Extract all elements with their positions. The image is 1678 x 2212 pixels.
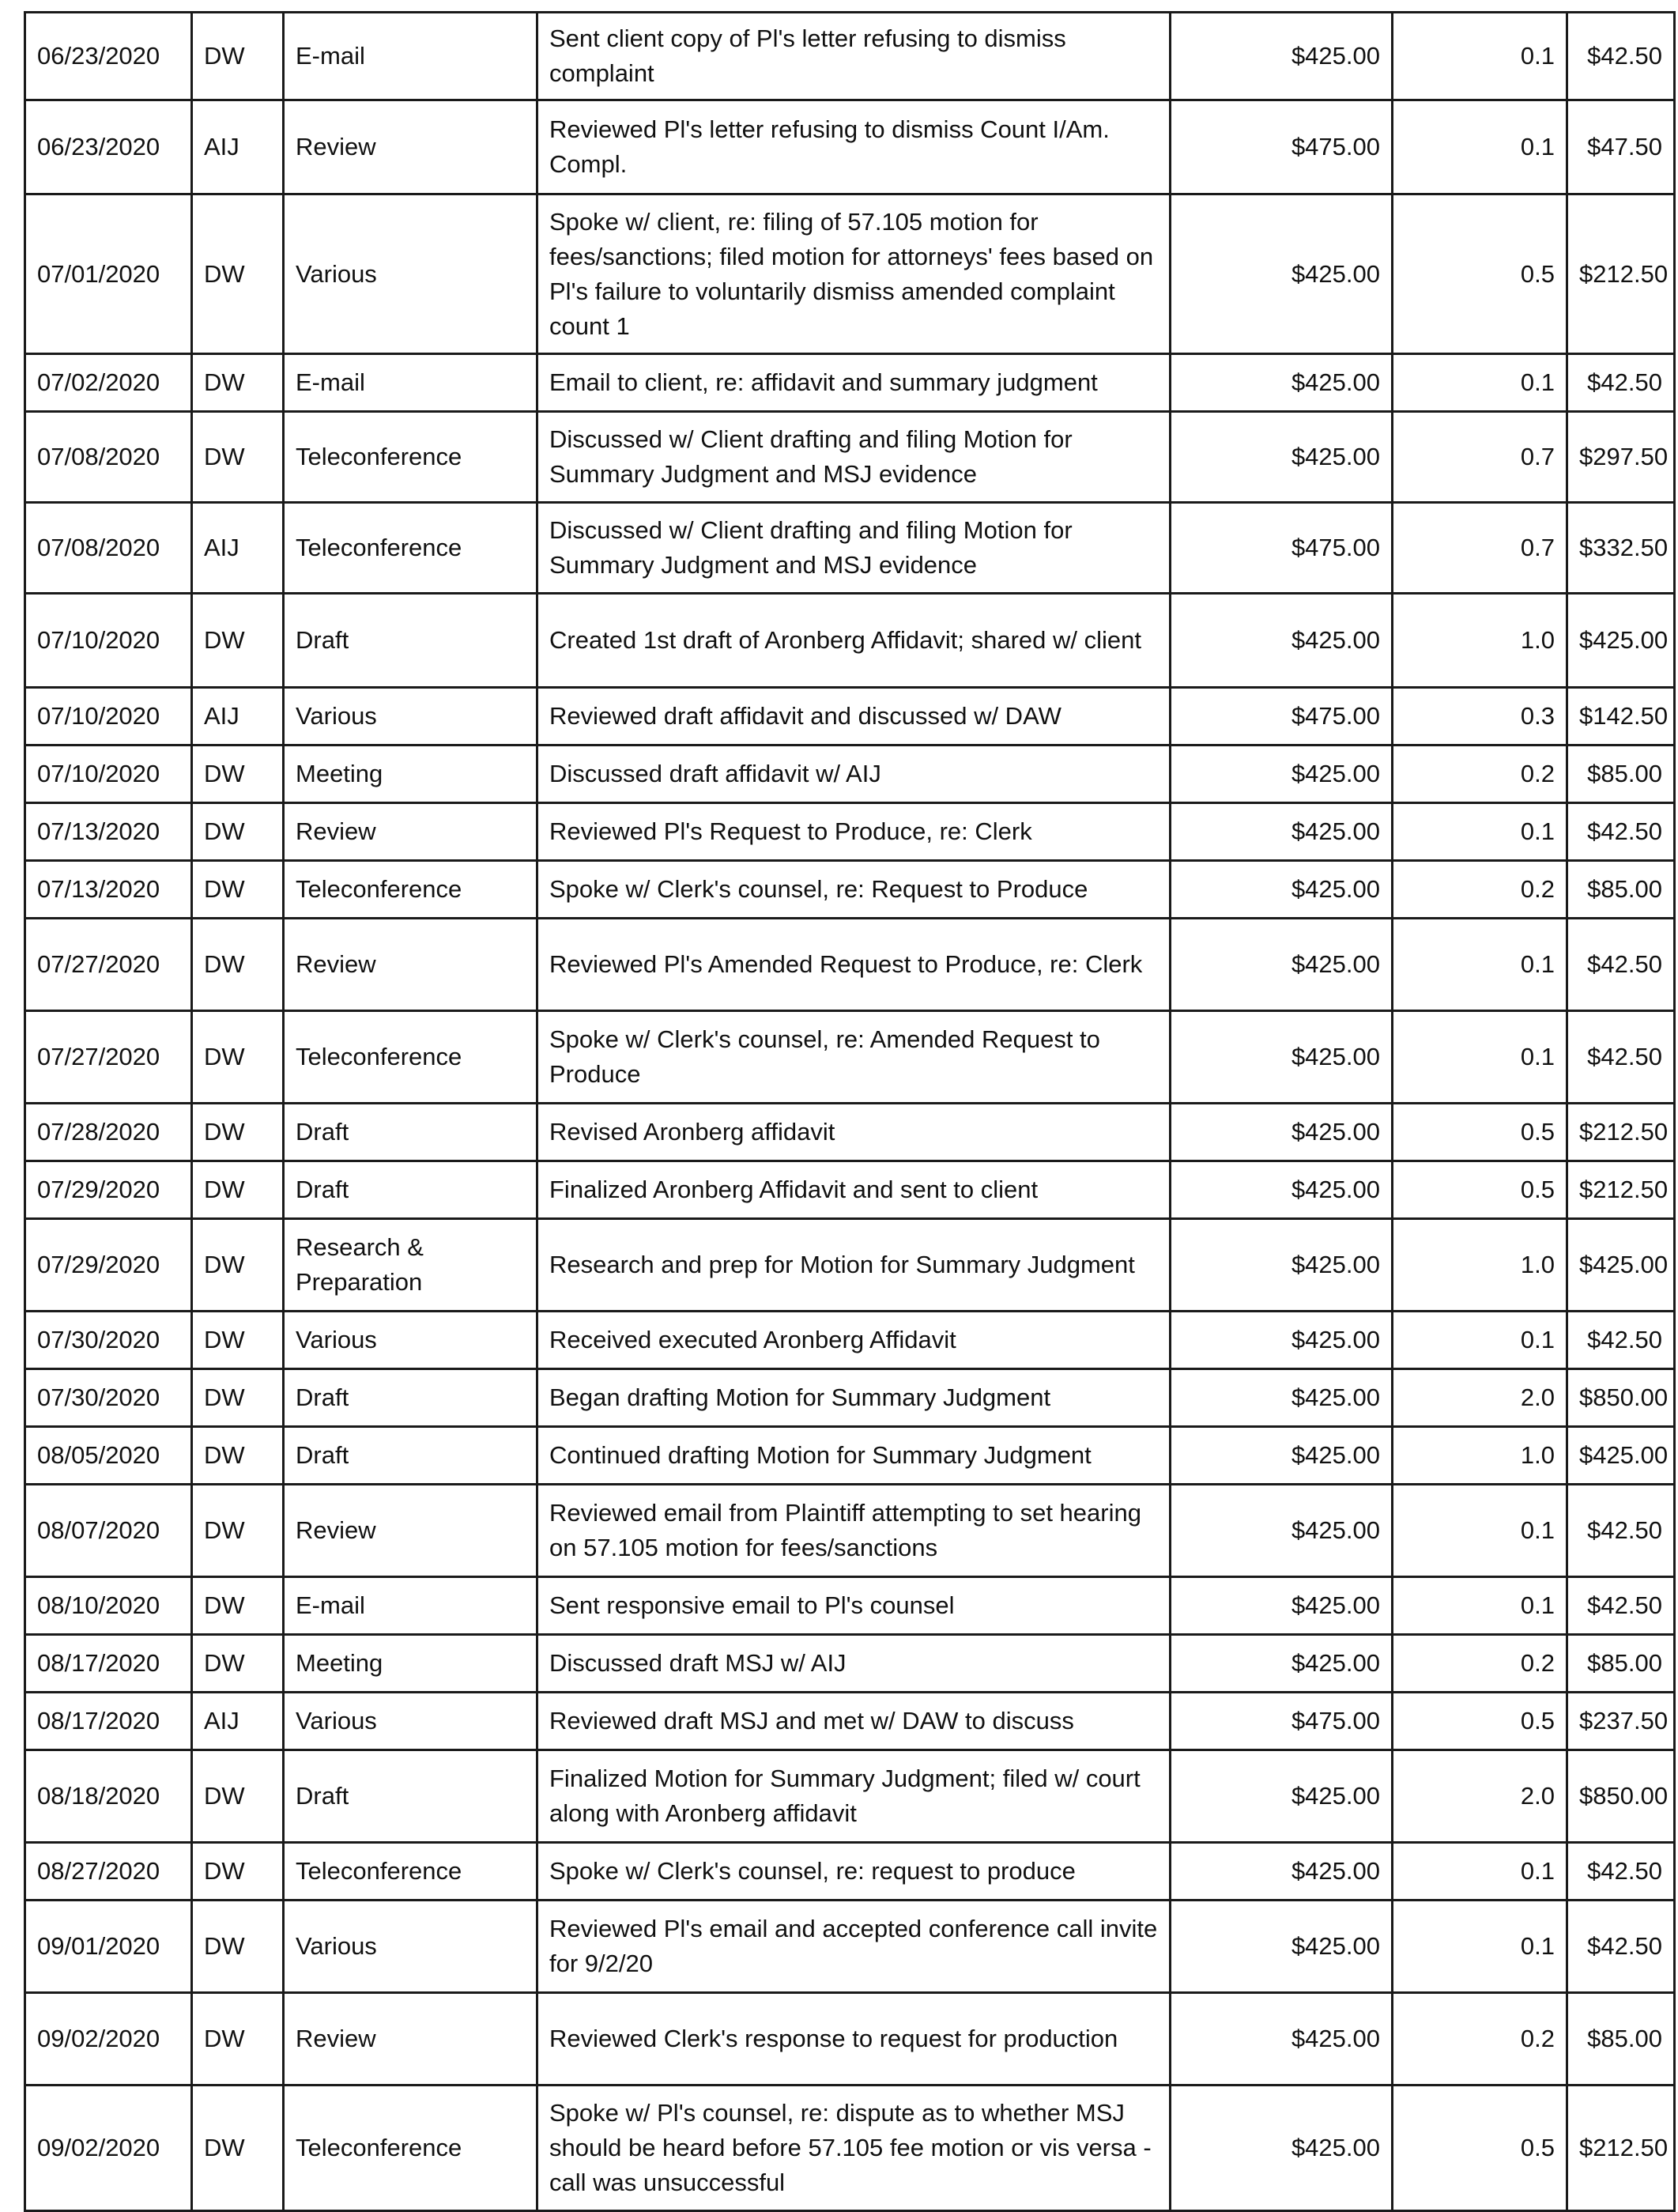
timekeeper-initials: DW — [192, 1485, 284, 1577]
timekeeper-initials: AIJ — [192, 100, 284, 194]
table-row — [25, 503, 1675, 594]
entry-date: 09/01/2020 — [25, 1901, 192, 1993]
timekeeper-initials: DW — [192, 746, 284, 803]
activity-type: Research & Preparation — [284, 1219, 537, 1312]
hours-billed: 0.1 — [1393, 1577, 1567, 1635]
line-amount: $237.50 — [1567, 1693, 1675, 1750]
entry-date: 07/30/2020 — [25, 1312, 192, 1369]
hours-billed: 1.0 — [1393, 1219, 1567, 1312]
hours-billed: 0.7 — [1393, 412, 1567, 503]
entry-description: Discussed w/ Client drafting and filing Motion for Summary Judgment and MSJ evidence — [537, 412, 1171, 503]
hours-billed: 0.1 — [1393, 803, 1567, 861]
hourly-rate: $425.00 — [1171, 1369, 1393, 1427]
line-amount: $212.50 — [1567, 194, 1675, 354]
entry-date: 07/08/2020 — [25, 503, 192, 594]
hours-billed: 0.2 — [1393, 746, 1567, 803]
entry-description: Discussed draft affidavit w/ AIJ — [537, 746, 1171, 803]
table-row — [25, 13, 1675, 100]
entry-date: 07/13/2020 — [25, 861, 192, 919]
hours-billed: 0.1 — [1393, 13, 1567, 100]
line-amount: $42.50 — [1567, 919, 1675, 1011]
activity-type: Meeting — [284, 1635, 537, 1693]
line-amount: $85.00 — [1567, 1635, 1675, 1693]
timekeeper-initials: DW — [192, 1635, 284, 1693]
timekeeper-initials: DW — [192, 354, 284, 412]
timekeeper-initials: DW — [192, 1901, 284, 1993]
hourly-rate: $425.00 — [1171, 1219, 1393, 1312]
hourly-rate: $425.00 — [1171, 919, 1393, 1011]
line-amount: $332.50 — [1567, 503, 1675, 594]
table-row — [25, 861, 1675, 919]
line-amount: $42.50 — [1567, 1901, 1675, 1993]
line-amount: $42.50 — [1567, 1312, 1675, 1369]
entry-description: Spoke w/ Clerk's counsel, re: request to produce — [537, 1843, 1171, 1901]
line-amount: $212.50 — [1567, 2086, 1675, 2211]
entry-description: Finalized Aronberg Affidavit and sent to client — [537, 1161, 1171, 1219]
activity-type: Teleconference — [284, 861, 537, 919]
hours-billed: 0.1 — [1393, 1901, 1567, 1993]
hourly-rate: $425.00 — [1171, 1485, 1393, 1577]
hours-billed: 0.3 — [1393, 688, 1567, 746]
entry-description: Email to client, re: affidavit and summary judgment — [537, 354, 1171, 412]
table-row — [25, 1843, 1675, 1901]
activity-type: Various — [284, 194, 537, 354]
hours-billed: 0.5 — [1393, 1693, 1567, 1750]
activity-type: Review — [284, 1485, 537, 1577]
line-amount: $85.00 — [1567, 861, 1675, 919]
activity-type: Various — [284, 688, 537, 746]
activity-type: Teleconference — [284, 2086, 537, 2211]
hourly-rate: $475.00 — [1171, 688, 1393, 746]
table-row — [25, 746, 1675, 803]
entry-description: Continued drafting Motion for Summary Judgment — [537, 1427, 1171, 1485]
table-row — [25, 354, 1675, 412]
timekeeper-initials: DW — [192, 861, 284, 919]
entry-description: Reviewed Pl's email and accepted conference call invite for 9/2/20 — [537, 1901, 1171, 1993]
hourly-rate: $425.00 — [1171, 746, 1393, 803]
hourly-rate: $425.00 — [1171, 412, 1393, 503]
hourly-rate: $425.00 — [1171, 1750, 1393, 1843]
entry-date: 07/08/2020 — [25, 412, 192, 503]
activity-type: Draft — [284, 1369, 537, 1427]
hours-billed: 1.0 — [1393, 594, 1567, 688]
activity-type: E-mail — [284, 13, 537, 100]
entry-date: 08/07/2020 — [25, 1485, 192, 1577]
hourly-rate: $425.00 — [1171, 594, 1393, 688]
activity-type: Draft — [284, 1104, 537, 1161]
activity-type: Teleconference — [284, 1843, 537, 1901]
entry-date: 06/23/2020 — [25, 13, 192, 100]
hourly-rate: $425.00 — [1171, 1161, 1393, 1219]
entry-description: Reviewed email from Plaintiff attempting to set hearing on 57.105 motion for fees/sanctions — [537, 1485, 1171, 1577]
line-amount: $297.50 — [1567, 412, 1675, 503]
entry-date: 07/13/2020 — [25, 803, 192, 861]
hours-billed: 0.1 — [1393, 1843, 1567, 1901]
hourly-rate: $425.00 — [1171, 1427, 1393, 1485]
table-row — [25, 1104, 1675, 1161]
entry-date: 08/18/2020 — [25, 1750, 192, 1843]
entry-date: 08/10/2020 — [25, 1577, 192, 1635]
table-row — [25, 100, 1675, 194]
table-row — [25, 1369, 1675, 1427]
timekeeper-initials: DW — [192, 1750, 284, 1843]
entry-description: Reviewed draft affidavit and discussed w/ DAW — [537, 688, 1171, 746]
activity-type: Draft — [284, 1750, 537, 1843]
entry-description: Spoke w/ Clerk's counsel, re: Request to Produce — [537, 861, 1171, 919]
entry-description: Sent responsive email to Pl's counsel — [537, 1577, 1171, 1635]
line-amount: $42.50 — [1567, 1577, 1675, 1635]
activity-type: Various — [284, 1901, 537, 1993]
timekeeper-initials: DW — [192, 1369, 284, 1427]
hours-billed: 0.5 — [1393, 1161, 1567, 1219]
hours-billed: 0.2 — [1393, 1993, 1567, 2086]
table-row — [25, 1485, 1675, 1577]
entry-date: 07/02/2020 — [25, 354, 192, 412]
entry-date: 07/29/2020 — [25, 1161, 192, 1219]
hourly-rate: $425.00 — [1171, 2086, 1393, 2211]
entry-description: Reviewed Pl's Amended Request to Produce, re: Clerk — [537, 919, 1171, 1011]
hours-billed: 0.1 — [1393, 1312, 1567, 1369]
entry-description: Revised Aronberg affidavit — [537, 1104, 1171, 1161]
timekeeper-initials: AIJ — [192, 688, 284, 746]
hourly-rate: $425.00 — [1171, 1312, 1393, 1369]
line-amount: $425.00 — [1567, 1427, 1675, 1485]
hours-billed: 0.5 — [1393, 194, 1567, 354]
entry-date: 07/29/2020 — [25, 1219, 192, 1312]
entry-date: 09/02/2020 — [25, 1993, 192, 2086]
table-row — [25, 1901, 1675, 1993]
hours-billed: 0.1 — [1393, 1011, 1567, 1104]
table-row — [25, 1219, 1675, 1312]
activity-type: E-mail — [284, 354, 537, 412]
entry-date: 09/02/2020 — [25, 2086, 192, 2211]
timekeeper-initials: DW — [192, 2086, 284, 2211]
entry-date: 07/30/2020 — [25, 1369, 192, 1427]
activity-type: Draft — [284, 594, 537, 688]
activity-type: E-mail — [284, 1577, 537, 1635]
activity-type: Various — [284, 1312, 537, 1369]
activity-type: Draft — [284, 1161, 537, 1219]
line-amount: $42.50 — [1567, 1011, 1675, 1104]
timekeeper-initials: DW — [192, 919, 284, 1011]
entry-date: 07/27/2020 — [25, 919, 192, 1011]
line-amount: $850.00 — [1567, 1369, 1675, 1427]
activity-type: Draft — [284, 1427, 537, 1485]
timekeeper-initials: AIJ — [192, 1693, 284, 1750]
entry-date: 07/10/2020 — [25, 594, 192, 688]
table-row — [25, 1635, 1675, 1693]
hours-billed: 2.0 — [1393, 1750, 1567, 1843]
entry-date: 08/05/2020 — [25, 1427, 192, 1485]
hours-billed: 1.0 — [1393, 1427, 1567, 1485]
table-row — [25, 594, 1675, 688]
activity-type: Review — [284, 100, 537, 194]
timekeeper-initials: DW — [192, 1011, 284, 1104]
timekeeper-initials: DW — [192, 1312, 284, 1369]
timekeeper-initials: DW — [192, 1161, 284, 1219]
hourly-rate: $425.00 — [1171, 861, 1393, 919]
hourly-rate: $475.00 — [1171, 503, 1393, 594]
timekeeper-initials: DW — [192, 1843, 284, 1901]
timekeeper-initials: DW — [192, 1104, 284, 1161]
timekeeper-initials: DW — [192, 803, 284, 861]
activity-type: Review — [284, 919, 537, 1011]
table-row — [25, 1577, 1675, 1635]
hourly-rate: $425.00 — [1171, 13, 1393, 100]
hours-billed: 2.0 — [1393, 1369, 1567, 1427]
line-amount: $85.00 — [1567, 746, 1675, 803]
entry-date: 08/17/2020 — [25, 1693, 192, 1750]
hours-billed: 0.1 — [1393, 100, 1567, 194]
entry-date: 06/23/2020 — [25, 100, 192, 194]
line-amount: $42.50 — [1567, 13, 1675, 100]
entry-date: 07/10/2020 — [25, 746, 192, 803]
line-amount: $212.50 — [1567, 1104, 1675, 1161]
timekeeper-initials: DW — [192, 1427, 284, 1485]
entry-date: 07/10/2020 — [25, 688, 192, 746]
hourly-rate: $425.00 — [1171, 1577, 1393, 1635]
entry-description: Reviewed Pl's Request to Produce, re: Clerk — [537, 803, 1171, 861]
table-row — [25, 194, 1675, 354]
hours-billed: 0.7 — [1393, 503, 1567, 594]
hours-billed: 0.2 — [1393, 861, 1567, 919]
timekeeper-initials: DW — [192, 594, 284, 688]
entry-description: Reviewed Pl's letter refusing to dismiss Count I/Am. Compl. — [537, 100, 1171, 194]
table-row — [25, 688, 1675, 746]
line-amount: $42.50 — [1567, 1843, 1675, 1901]
timekeeper-initials: DW — [192, 412, 284, 503]
hourly-rate: $475.00 — [1171, 100, 1393, 194]
table-row — [25, 919, 1675, 1011]
entry-description: Spoke w/ Pl's counsel, re: dispute as to whether MSJ should be heard before 57.105 fee motion or vis versa - call was unsuccessful — [537, 2086, 1171, 2211]
line-amount: $42.50 — [1567, 1485, 1675, 1577]
table-row — [25, 1312, 1675, 1369]
table-row — [25, 1161, 1675, 1219]
entry-date: 07/27/2020 — [25, 1011, 192, 1104]
table-row — [25, 2086, 1675, 2211]
line-amount: $425.00 — [1567, 1219, 1675, 1312]
table-row — [25, 1693, 1675, 1750]
timekeeper-initials: DW — [192, 13, 284, 100]
line-amount: $42.50 — [1567, 803, 1675, 861]
entry-description: Sent client copy of Pl's letter refusing to dismiss complaint — [537, 13, 1171, 100]
activity-type: Review — [284, 803, 537, 861]
entry-description: Created 1st draft of Aronberg Affidavit; shared w/ client — [537, 594, 1171, 688]
timekeeper-initials: DW — [192, 1577, 284, 1635]
entry-description: Reviewed draft MSJ and met w/ DAW to discuss — [537, 1693, 1171, 1750]
table-row — [25, 1750, 1675, 1843]
hourly-rate: $425.00 — [1171, 1843, 1393, 1901]
line-amount: $42.50 — [1567, 354, 1675, 412]
activity-type: Various — [284, 1693, 537, 1750]
timekeeper-initials: DW — [192, 194, 284, 354]
entry-description: Reviewed Clerk's response to request for production — [537, 1993, 1171, 2086]
hourly-rate: $425.00 — [1171, 1993, 1393, 2086]
hourly-rate: $425.00 — [1171, 1635, 1393, 1693]
hourly-rate: $425.00 — [1171, 354, 1393, 412]
line-amount: $85.00 — [1567, 1993, 1675, 2086]
billing-table-body — [25, 13, 1675, 2211]
hourly-rate: $425.00 — [1171, 803, 1393, 861]
entry-date: 07/28/2020 — [25, 1104, 192, 1161]
hours-billed: 0.1 — [1393, 919, 1567, 1011]
entry-description: Finalized Motion for Summary Judgment; filed w/ court along with Aronberg affidavit — [537, 1750, 1171, 1843]
activity-type: Teleconference — [284, 412, 537, 503]
activity-type: Meeting — [284, 746, 537, 803]
hourly-rate: $425.00 — [1171, 1011, 1393, 1104]
line-amount: $212.50 — [1567, 1161, 1675, 1219]
activity-type: Teleconference — [284, 1011, 537, 1104]
entry-description: Began drafting Motion for Summary Judgment — [537, 1369, 1171, 1427]
table-row — [25, 1427, 1675, 1485]
hours-billed: 0.1 — [1393, 1485, 1567, 1577]
entry-description: Discussed w/ Client drafting and filing Motion for Summary Judgment and MSJ evidence — [537, 503, 1171, 594]
billing-table — [24, 11, 1676, 2212]
activity-type: Review — [284, 1993, 537, 2086]
timekeeper-initials: AIJ — [192, 503, 284, 594]
hours-billed: 0.5 — [1393, 1104, 1567, 1161]
line-amount: $47.50 — [1567, 100, 1675, 194]
table-row — [25, 412, 1675, 503]
table-row — [25, 1993, 1675, 2086]
table-row — [25, 803, 1675, 861]
line-amount: $142.50 — [1567, 688, 1675, 746]
entry-date: 08/27/2020 — [25, 1843, 192, 1901]
hourly-rate: $425.00 — [1171, 1901, 1393, 1993]
activity-type: Teleconference — [284, 503, 537, 594]
hours-billed: 0.1 — [1393, 354, 1567, 412]
timekeeper-initials: DW — [192, 1219, 284, 1312]
billing-page — [24, 11, 1676, 2212]
hours-billed: 0.5 — [1393, 2086, 1567, 2211]
hours-billed: 0.2 — [1393, 1635, 1567, 1693]
entry-description: Research and prep for Motion for Summary Judgment — [537, 1219, 1171, 1312]
hourly-rate: $425.00 — [1171, 194, 1393, 354]
entry-description: Spoke w/ client, re: filing of 57.105 motion for fees/sanctions; filed motion for attorneys' fees based on Pl's failure to voluntarily dismiss amended complaint count 1 — [537, 194, 1171, 354]
table-row — [25, 1011, 1675, 1104]
entry-description: Received executed Aronberg Affidavit — [537, 1312, 1171, 1369]
hourly-rate: $475.00 — [1171, 1693, 1393, 1750]
entry-description: Spoke w/ Clerk's counsel, re: Amended Request to Produce — [537, 1011, 1171, 1104]
entry-date: 08/17/2020 — [25, 1635, 192, 1693]
line-amount: $425.00 — [1567, 594, 1675, 688]
entry-description: Discussed draft MSJ w/ AIJ — [537, 1635, 1171, 1693]
hourly-rate: $425.00 — [1171, 1104, 1393, 1161]
entry-date: 07/01/2020 — [25, 194, 192, 354]
timekeeper-initials: DW — [192, 1993, 284, 2086]
line-amount: $850.00 — [1567, 1750, 1675, 1843]
